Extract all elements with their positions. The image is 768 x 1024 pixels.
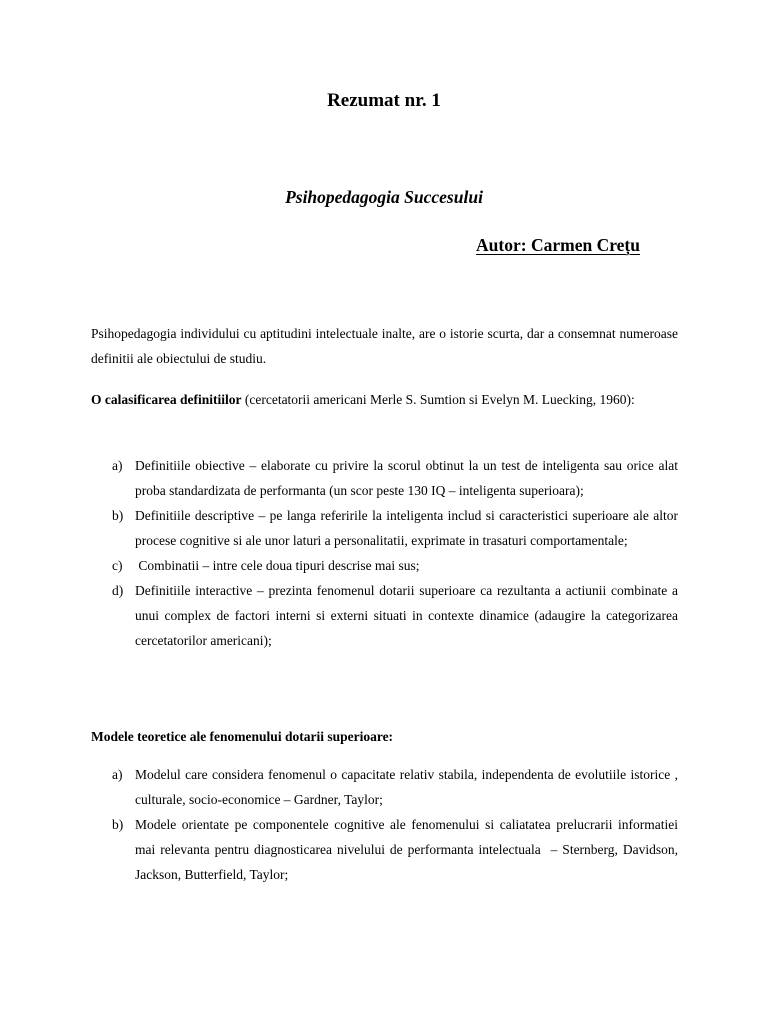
- definition-text: Definitiile descriptive – pe langa referirile la inteligenta includ si caracteristici superioare ale altor procese cognitive si ale unor laturi a personalitatii, exprimate in trasaturi comportamentale;: [135, 508, 678, 548]
- list-marker: b): [112, 817, 124, 832]
- definition-text: Combinatii – intre cele doua tipuri descrise mai sus;: [135, 558, 420, 573]
- list-marker: b): [112, 508, 124, 523]
- document-author: Autor: Carmen Crețu: [476, 235, 640, 255]
- list-marker: c): [112, 558, 123, 573]
- document-subtitle: Psihopedagogia Succesului: [285, 187, 483, 207]
- list-marker: a): [112, 458, 123, 473]
- definitions-list: [91, 453, 678, 653]
- model-text: Modelul care considera fenomenul o capacitate relativ stabila, independenta de evolutiile istorice , culturale, socio-economice – Gardner, Taylor;: [135, 767, 678, 807]
- model-text: Modele orientate pe componentele cognitive ale fenomenului si caliatatea prelucrarii informatiei mai relevanta pentru diagnosticarea nivelului de performanta intelectuala – Sternberg, Davidson, Jackson, Butterfield, Taylor;: [135, 817, 682, 882]
- definition-item: [91, 503, 678, 553]
- classification-rest: (cercetatorii americani Merle S. Sumtion si Evelyn M. Luecking, 1960):: [241, 392, 635, 407]
- classification-paragraph: [91, 387, 678, 412]
- models-heading: Modele teoretice ale fenomenului dotarii superioare:: [91, 729, 394, 744]
- definition-text: Definitiile obiective – elaborate cu privire la scorul obtinut la un test de inteligenta sau orice alat proba standardizata de performanta (un scor peste 130 IQ – inteligenta superioara);: [135, 458, 678, 498]
- document-title: Rezumat nr. 1: [327, 90, 441, 111]
- list-marker: a): [112, 767, 123, 782]
- classification-lead: O calasificarea definitiilor: [91, 392, 242, 407]
- definition-item: [91, 553, 678, 578]
- definition-item: [91, 578, 678, 653]
- definition-text: Definitiile interactive – prezinta fenomenul dotarii superioare ca rezultanta a actiunii combinate a unui complex de factori interni si externi situati in contexte dinamice (adaugire la categorizarea cercetatorilor americani);: [135, 583, 678, 648]
- definition-item: [91, 453, 678, 503]
- list-marker: d): [112, 583, 124, 598]
- intro-paragraph: Psihopedagogia individului cu aptitudini intelectuale inalte, are o istorie scurta, dar a consemnat numeroase definitii ale obiectului de studiu.: [91, 326, 678, 366]
- model-item: [91, 812, 682, 887]
- models-list: [91, 762, 682, 887]
- model-item: [91, 762, 678, 812]
